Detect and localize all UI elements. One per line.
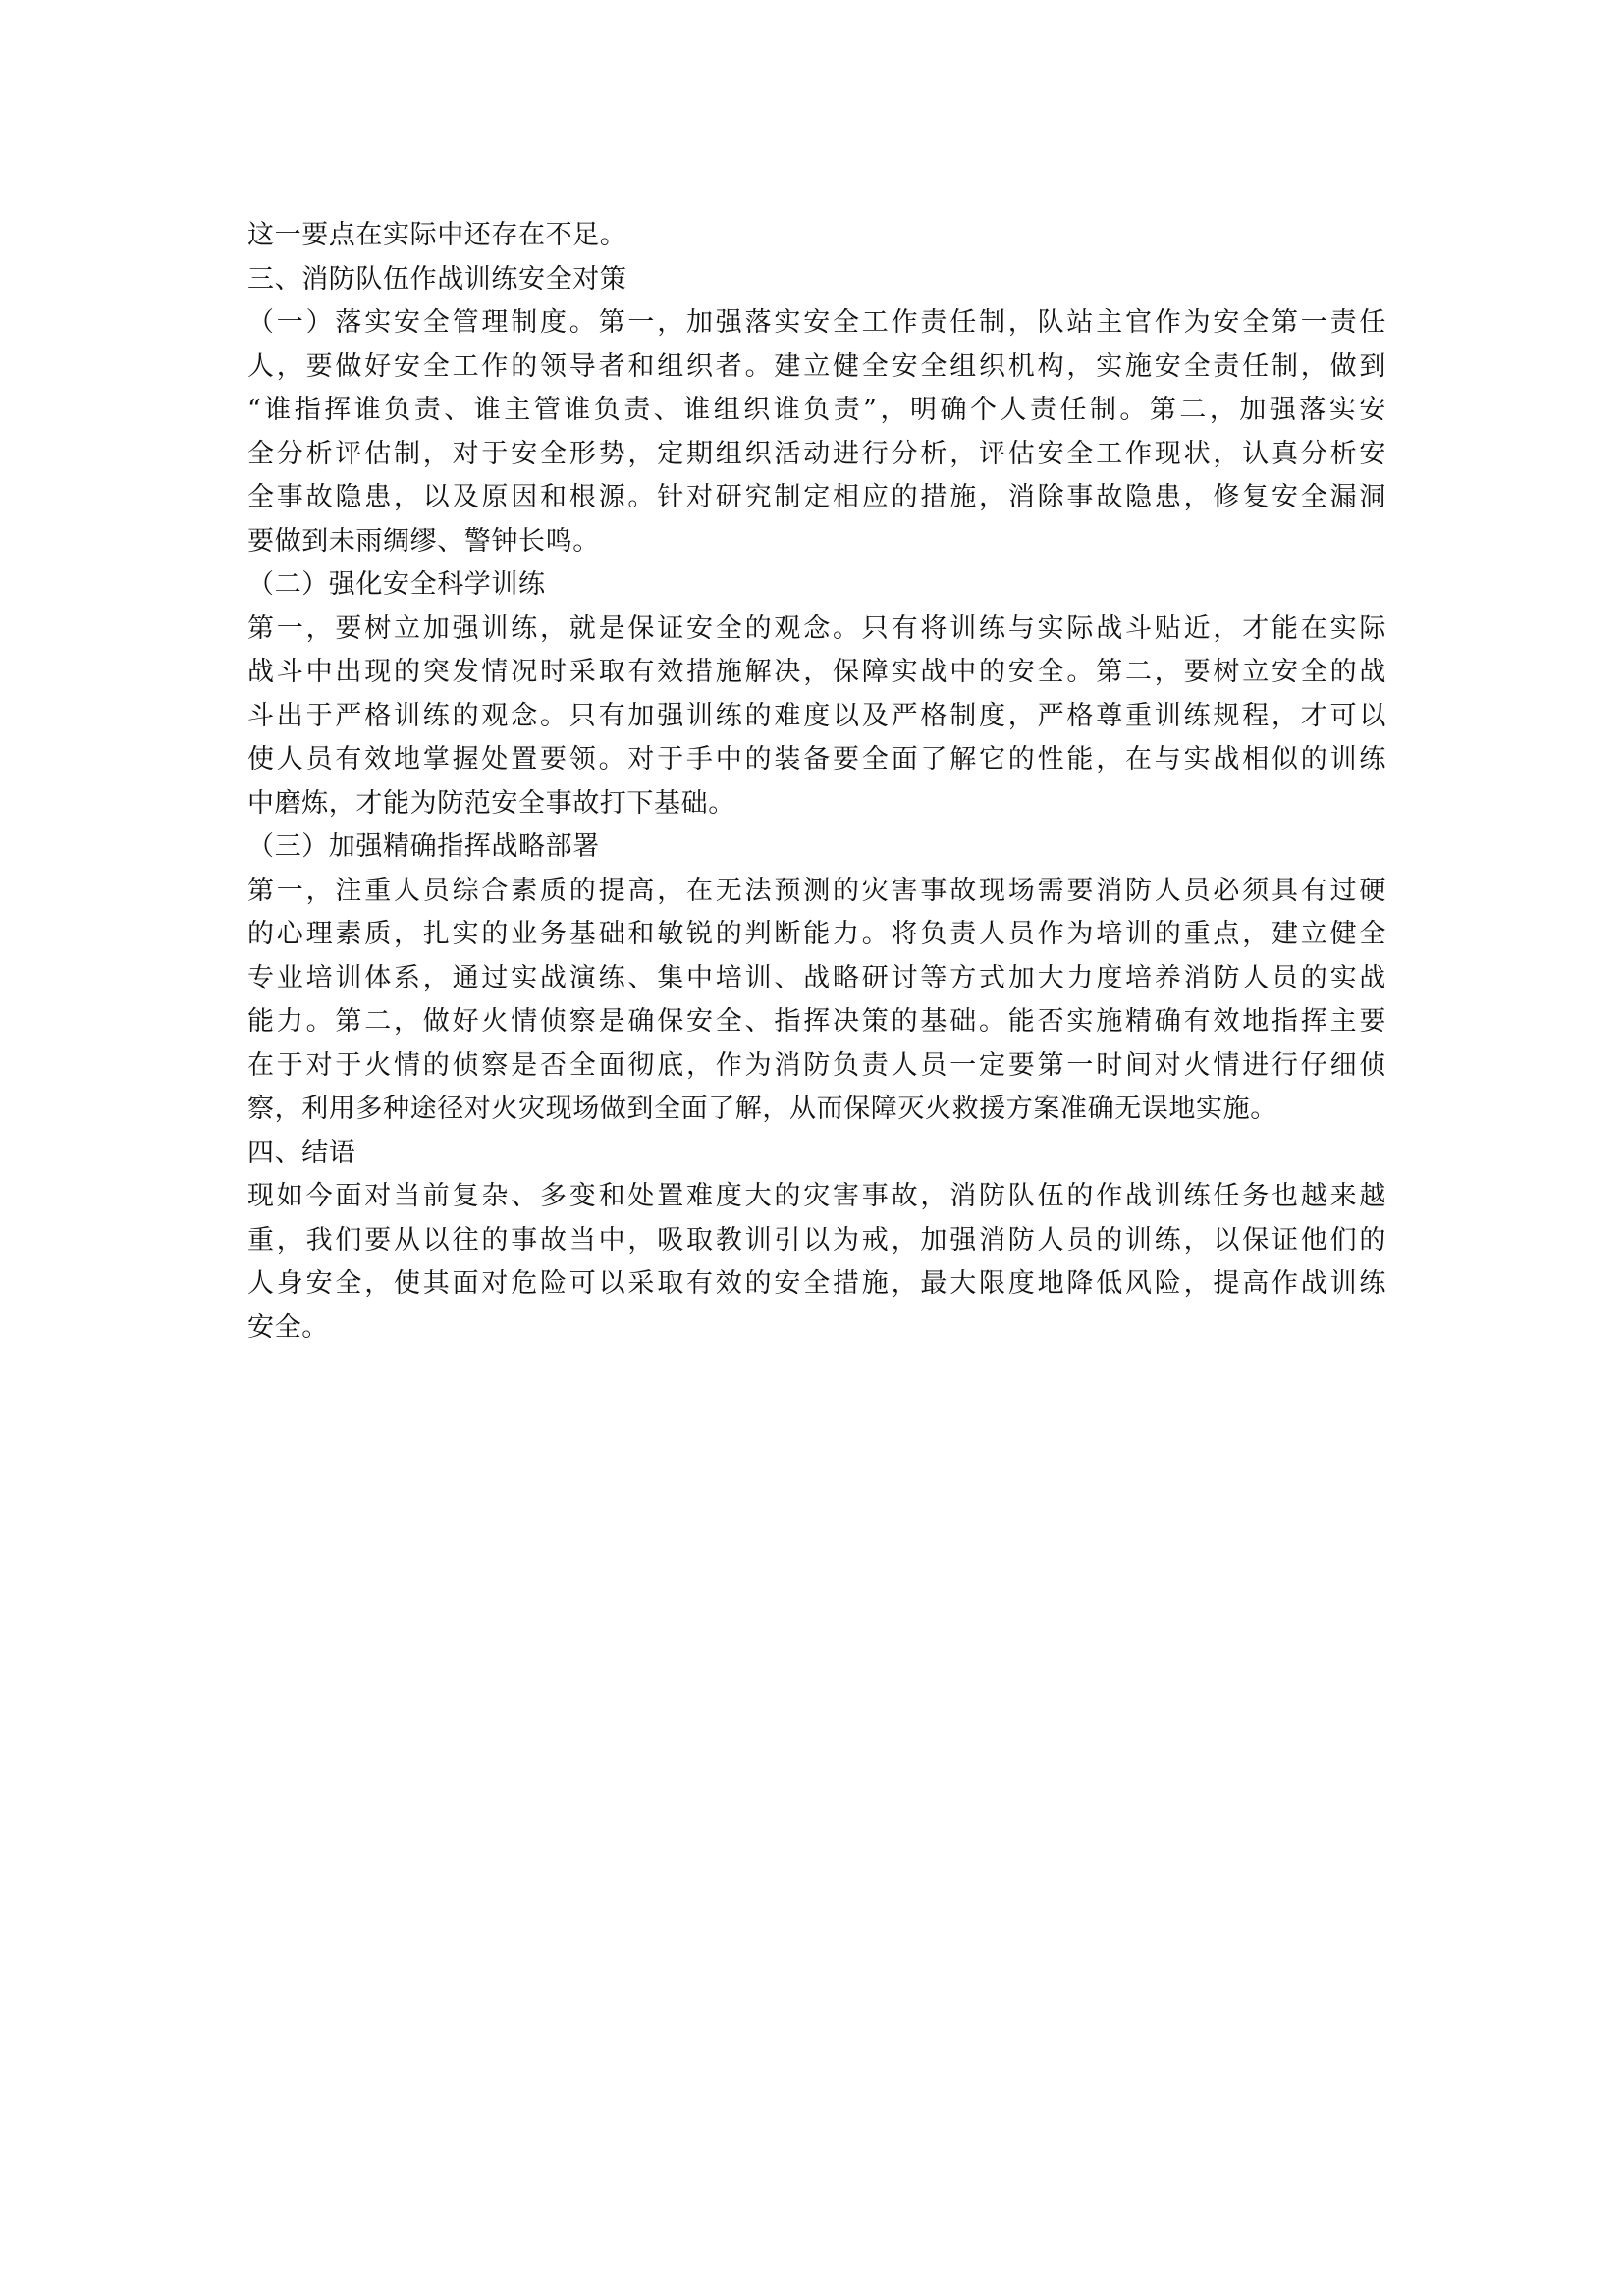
text-line: “谁指挥谁负责、谁主管谁负责、谁组织谁负责”，明确个人责任制。第二，加强落实安 bbox=[247, 395, 1386, 425]
text-line: 战斗中出现的突发情况时采取有效措施解决，保障实战中的安全。第二，要树立安全的战 bbox=[247, 657, 1386, 687]
text-line: 安全。 bbox=[247, 1311, 329, 1343]
text-line: 斗出于严格训练的观念。只有加强训练的难度以及严格制度，严格尊重训练规程，才可以 bbox=[247, 700, 1386, 731]
text-line: 察，利用多种途径对火灾现场做到全面了解，从而保障灭火救援方案准确无误地实施。 bbox=[247, 1094, 1277, 1124]
section-heading: 三、消防队伍作战训练安全对策 bbox=[247, 263, 627, 294]
text-line: 在于对于火情的侦察是否全面彻底，作为消防负责人员一定要第一时间对火情进行仔细侦 bbox=[247, 1049, 1386, 1081]
text-line: 这一要点在实际中还存在不足。 bbox=[247, 220, 627, 250]
text-line: 要做到未雨绸缪、警钟长鸣。 bbox=[247, 525, 600, 557]
text-line: 现如今面对当前复杂、多变和处置难度大的灾害事故，消防队伍的作战训练任务也越来越 bbox=[247, 1181, 1386, 1211]
text-line: 人身安全，使其面对危险可以采取有效的安全措施，最大限度地降低风险，提高作战训练 bbox=[247, 1268, 1386, 1299]
text-line: 全分析评估制，对于安全形势，定期组织活动进行分析，评估安全工作现状，认真分析安 bbox=[247, 438, 1386, 469]
text-line: （一）落实安全管理制度。第一，加强落实安全工作责任制，队站主官作为安全第一责任 bbox=[247, 307, 1386, 338]
text-line: 使人员有效地掌握处置要领。对于手中的装备要全面了解它的性能，在与实战相似的训练 bbox=[247, 744, 1386, 774]
text-line: 第一，注重人员综合素质的提高，在无法预测的灾害事故现场需要消防人员必须具有过硬 bbox=[247, 875, 1386, 906]
text-line: 专业培训体系，通过实战演练、集中培训、战略研讨等方式加大力度培养消防人员的实战 bbox=[247, 962, 1386, 993]
text-line: 中磨炼，才能为防范安全事故打下基础。 bbox=[247, 787, 735, 819]
subsection-heading: （三）加强精确指挥战略部署 bbox=[247, 831, 600, 862]
text-line: 全事故隐患，以及原因和根源。针对研究制定相应的措施，消除事故隐患，修复安全漏洞 bbox=[247, 482, 1386, 512]
section-heading: 四、结语 bbox=[247, 1137, 356, 1168]
text-line: 的心理素质，扎实的业务基础和敏锐的判断能力。将负责人员作为培训的重点，建立健全 bbox=[247, 919, 1386, 949]
subsection-heading: （二）强化安全科学训练 bbox=[247, 569, 546, 600]
text-line: 能力。第二，做好火情侦察是确保安全、指挥决策的基础。能否实施精确有效地指挥主要 bbox=[247, 1006, 1386, 1037]
text-line: 人，要做好安全工作的领导者和组织者。建立健全安全组织机构，实施安全责任制，做到 bbox=[247, 350, 1386, 382]
text-line: 重，我们要从以往的事故当中，吸取教训引以为戒，加强消防人员的训练，以保证他们的 bbox=[247, 1224, 1386, 1255]
document-body bbox=[247, 214, 1386, 1350]
text-line: 第一，要树立加强训练，就是保证安全的观念。只有将训练与实际战斗贴近，才能在实际 bbox=[247, 613, 1386, 644]
